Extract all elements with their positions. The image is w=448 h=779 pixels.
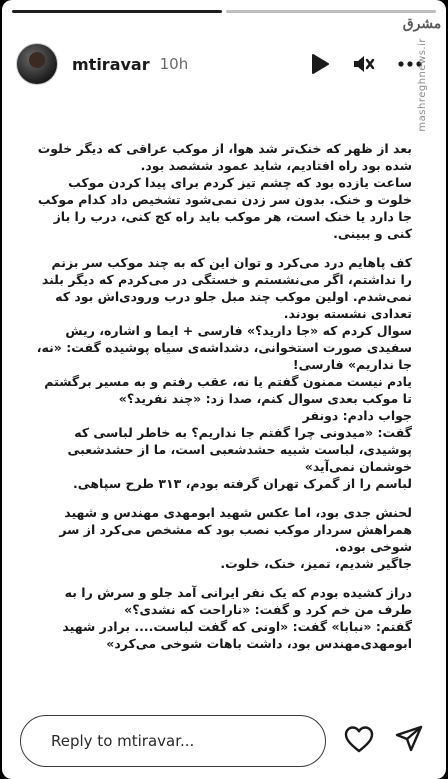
story-paragraph: دراز کشیده بودم که یک نفر ایرانی آمد جلو و سرش را به طرف من خم کرد و گفت: «ناراحت که نشدی؟» گفتم: «نبابا» گفت: «اونی که گفت لباست.... برادر شهید ابومهدی‌مهندس بود، داشت باهات شوخی می‌کرد» [62,585,412,651]
avatar[interactable] [16,43,58,85]
story-progress [12,10,436,13]
send-icon[interactable] [394,725,424,757]
reply-input[interactable]: Reply to mtiravar... [20,715,326,767]
play-icon[interactable] [310,53,330,75]
heart-icon[interactable] [344,725,374,757]
progress-segment [226,10,436,13]
story-footer [20,715,430,767]
watermark-logo: مشرق [402,16,442,32]
story-paragraph: لحنش جدی بود، اما عکس شهید ابومهدی مهندس و شهید همراهش سردار موکب نصب بود که مشخص می‌کرد از سر شوخی بوده. جاگیر شدیم، تمیز، خنک، خلوت. [59,505,412,571]
story-frame [2,0,446,779]
progress-segment [12,10,222,13]
username[interactable]: mtiravar [72,54,150,74]
watermark-url: mashreghnews.ir [416,38,428,132]
story-paragraph: کف پاهایم درد می‌کرد و توان این که به چند موکب سر بزنم را نداشتم، اگر می‌نشستم و خستگی در می‌کردم که دیگر بلند نمی‌شدم. اولین موکب چند مبل جلو درب ورودی‌اش بود که تعدادی نشسته بودند. سوال کردم که «جا دارید؟» فارسی + ایما و اشاره، ریش سفیدی صورت استخوانی، دشداشه‌ی سیاه پوشیده گفت: «نه، جا نداریم» فارسی! یادم نیست ممنون گفتم یا نه، عقب رفتم و به مسیر برگشتم تا موکب بعدی سوال کنم، صدا زد: «چند نفرید؟» جواب دادم: دونفر گفت: «میدونی چرا گفتم جا نداریم؟ به خاطر لباسی که پوشیدی، لباست شبیه حشدشعبی است، ما از حشدشعبی خوشمان نمی‌آید» لباسم را از گمرک تهران گرفته بودم، ۳۱۳ طرح سپاهی. [36,255,412,491]
watermark [402,16,442,132]
post-time: 10h [159,55,189,73]
footer-actions [344,725,424,757]
story-header [16,40,432,88]
speaker-muted-icon[interactable] [352,53,376,75]
story-paragraph: بعد از ظهر که خنک‌تر شد هوا، از موکب عراقی که دیگر خلوت شده بود راه افتادیم، شاید عمود ششصد بود. ساعت یازده بود که چشم تیز کردم برای پیدا کردن موکب خلوت و خنک. بدون سر زدن نمی‌شود تشخیص داد کدام موکب جا دارد یا خنک است، هر موکب باید راه کج کنی، درب را باز کنی و ببینی. [37,141,412,241]
story-text [36,140,412,664]
